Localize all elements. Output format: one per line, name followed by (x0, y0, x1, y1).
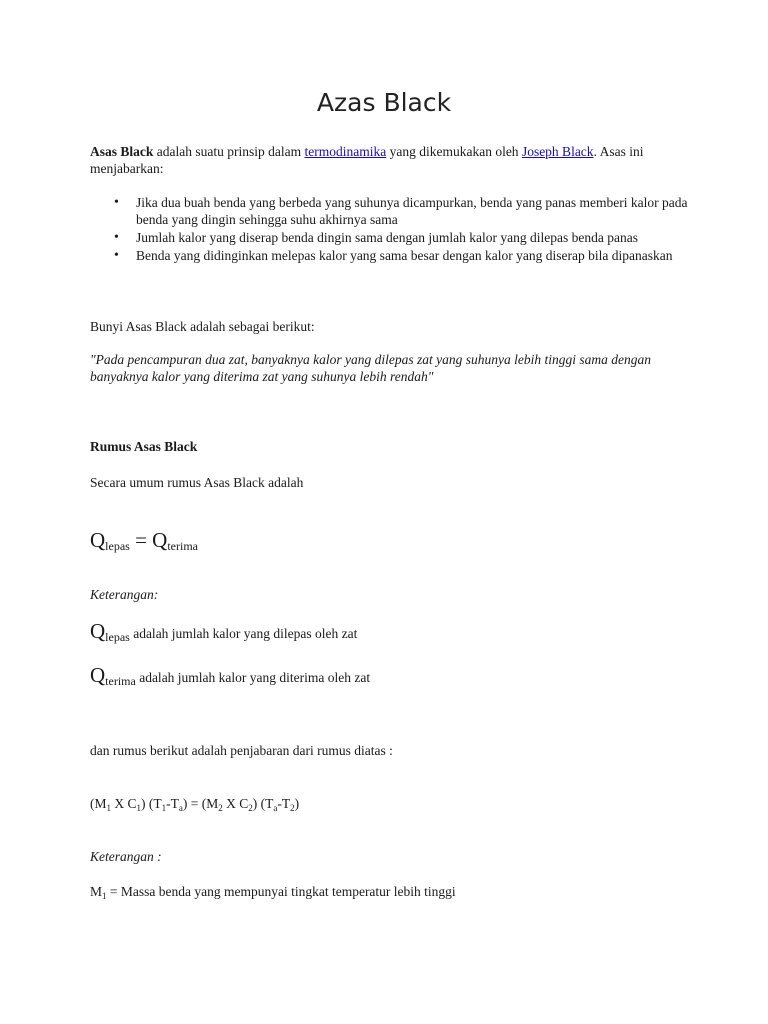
eq-subscript: a (178, 803, 183, 813)
eq-part: -T (166, 796, 179, 811)
q-symbol: Q (152, 528, 168, 552)
eq-subscript: 1 (106, 803, 111, 813)
keterangan-label-2: Keterangan : (90, 849, 162, 864)
eq-part: (M (90, 796, 107, 811)
eq-part: -T (277, 796, 291, 811)
lepas-subscript: lepas (105, 630, 130, 644)
list-item: • Jika dua buah benda yang berbeda yang suhunya dicampurkan, benda yang panas memberi kalor pada benda yang dingin sehingga suhu akhirnya sama (90, 194, 690, 228)
qlepas-text: adalah jumlah kalor yang dilepas oleh zat (129, 626, 358, 641)
m1-definition (90, 883, 690, 905)
eq-subscript: 2 (290, 803, 295, 813)
eq-part: X C (222, 796, 249, 811)
termodinamika-link[interactable]: termodinamika (304, 144, 387, 159)
bunyi-paragraph: Bunyi Asas Black adalah sebagai berikut: (90, 319, 315, 334)
page-title: Azas Black (316, 88, 452, 117)
q-symbol: Q (90, 619, 106, 643)
qlepas-definition (90, 619, 690, 646)
terima-subscript: terima (167, 539, 198, 553)
asas-black-quote: "Pada pencampuran dua zat, banyaknya kalor yang dilepas zat yang suhunya lebih tinggi sama dengan banyaknya kalor yang diterima zat yang suhunya lebih rendah" (90, 352, 651, 384)
expanded-equation (90, 795, 690, 817)
keterangan-label: Keterangan: (90, 587, 159, 602)
eq-part: ) (294, 796, 300, 811)
qterima-definition (90, 663, 690, 690)
lepas-subscript: lepas (105, 539, 130, 553)
intro-text-1: adalah suatu prinsip dalam (153, 144, 305, 159)
eq-subscript: 1 (161, 803, 167, 813)
eq-subscript: 2 (218, 803, 223, 813)
penjabaran-paragraph: dan rumus berikut adalah penjabaran dari rumus diatas : (90, 743, 393, 758)
eq-subscript: a (273, 803, 278, 813)
q-symbol: Q (90, 663, 106, 687)
intro-paragraph (90, 143, 690, 177)
eq-subscript: 1 (136, 803, 142, 813)
terima-subscript: terima (105, 674, 136, 688)
eq-part: ) (T (252, 796, 274, 811)
rumus-heading: Rumus Asas Black (90, 439, 198, 454)
equals-sign: = (129, 528, 153, 552)
eq-part: ) = (M (182, 796, 219, 811)
eq-part: ) (T (141, 796, 162, 811)
qterima-text: adalah jumlah kalor yang diterima oleh zat (135, 670, 371, 685)
principle-list (90, 194, 690, 265)
m-symbol: M (90, 884, 103, 899)
intro-text-3: . Asas ini menjabarkan: (90, 144, 644, 176)
q-symbol: Q (90, 528, 106, 552)
list-item: • Benda yang didinginkan melepas kalor yang sama besar dengan kalor yang diserap bila dipanaskan (90, 247, 690, 264)
m-subscript: 1 (102, 891, 107, 901)
asas-black-term: Asas Black (90, 144, 154, 159)
joseph-black-link[interactable]: Joseph Black (521, 144, 594, 159)
rumus-intro: Secara umum rumus Asas Black adalah (90, 475, 304, 490)
eq-subscript: 2 (248, 803, 253, 813)
main-formula (90, 527, 690, 559)
intro-text-2: yang dikemukakan oleh (386, 144, 522, 159)
list-item: • Jumlah kalor yang diserap benda dingin sama dengan jumlah kalor yang dilepas benda panas (90, 229, 690, 246)
m1-text: = Massa benda yang mempunyai tingkat temperatur lebih tinggi (106, 884, 456, 899)
eq-part: X C (111, 796, 137, 811)
